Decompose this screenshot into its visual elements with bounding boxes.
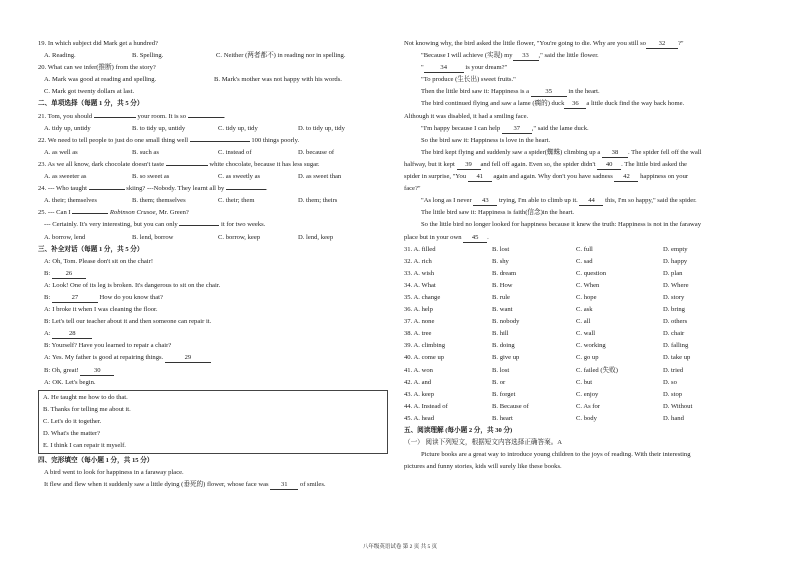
cloze-line-13: face?" — [404, 185, 421, 193]
cloze-option-row — [404, 244, 760, 256]
q24-option-b: B. them; themselves — [132, 197, 186, 205]
cloze-option: 32. A. rich — [404, 257, 432, 265]
q25-options — [38, 232, 388, 244]
cloze-option: D. so — [663, 378, 677, 386]
cloze-option-row — [404, 389, 760, 401]
cloze-option: D. Without — [663, 402, 693, 410]
cloze-option: B. nobody — [492, 318, 520, 326]
cloze-option: D. story — [663, 293, 685, 301]
q22-option-d: D. because of — [298, 148, 335, 156]
cloze-option: C. full — [576, 245, 593, 253]
q24-option-d: D. them; theirs — [298, 197, 338, 205]
cloze-option: D. others — [663, 318, 688, 326]
reading-paragraph-2: pictures and funny stories, kids will surely like these books. — [404, 463, 562, 471]
cloze-option-row — [404, 328, 760, 340]
q23-options — [38, 171, 388, 183]
q21-option-d: D. to tidy up, tidy — [298, 124, 345, 132]
cloze-line-3: " 34 is your dream?" — [421, 64, 508, 72]
cloze-line-15: The little bird saw it: Happiness is faith(信念)in the heart. — [421, 209, 575, 217]
cloze-option: C. As for — [576, 402, 600, 410]
cloze-option: D. happy — [663, 257, 688, 265]
q24-options — [38, 195, 388, 207]
dialog-option-c: C. Let's do it together. — [43, 417, 102, 425]
q22-options — [38, 147, 388, 159]
cloze-line-14: "As long as I never 43 trying, I'm able to climb up it. 44 this, I'm so happy," said the spider. — [421, 197, 697, 205]
q21-question: 21. Tom, you should your room. It is so . — [38, 112, 226, 120]
cloze-option: C. failed (失败) — [576, 366, 618, 374]
cloze-option: D. take up — [663, 354, 691, 362]
cloze-option: 36. A. help — [404, 306, 433, 314]
cloze-option: D. empty — [663, 245, 688, 253]
cloze-option: 41. A. won — [404, 366, 433, 374]
section-4-heading: 四、完形填空（每小题 1 分，共 15 分） — [38, 457, 154, 465]
cloze-option: C. ask — [576, 306, 593, 314]
cloze-option: C. question — [576, 269, 607, 277]
cloze-option-row — [404, 377, 760, 389]
cloze-line-5: Then the little bird saw it: Happiness is a 35 in the heart. — [421, 88, 600, 96]
cloze-option: B. rule — [492, 293, 510, 301]
dialog-option-e: E. I think I can repair it myself. — [43, 442, 126, 450]
section-5-heading: 五、阅读理解 (每小题 2 分，共 30 分) — [404, 427, 513, 434]
cloze-option-row — [404, 256, 760, 268]
cloze-option: 37. A. none — [404, 318, 435, 326]
q22-option-b: B. such as — [132, 148, 159, 156]
cloze-option-row — [404, 365, 760, 377]
cloze-line-4: "To produce (生长出) sweet fruits." — [421, 76, 516, 84]
cloze-option: C. hope — [576, 293, 597, 301]
cloze-line-16: So the little bird no longer looked for happiness because it knew the truth: Happiness is not in the faraway — [421, 221, 701, 229]
q25-reply: --- Certainly. It's very interesting, but you can only it for two weeks. — [44, 221, 266, 229]
cloze-option: D. plan — [663, 269, 683, 277]
q20-option-a: A. Mark was good at reading and spelling. — [44, 76, 157, 84]
q22-option-c: C. instead of — [218, 148, 252, 156]
dialog-line-8: B: Yourself? Have you learned to repair a chair? — [44, 342, 172, 350]
cloze-line-7: Although it was disabled, it had a smiling face. — [404, 112, 529, 120]
q24-option-c: C. their; them — [218, 197, 255, 205]
dialog-option-d: D. What's the matter? — [43, 430, 101, 437]
cloze-option: B. How — [492, 281, 513, 289]
q20-options — [38, 74, 388, 86]
cloze-option-row — [404, 292, 760, 304]
dialog-line-1: A: Oh, Tom. Please don't sit on the chair! — [44, 257, 154, 265]
cloze-option: C. When — [576, 281, 600, 289]
cloze-option: B. Because of — [492, 402, 529, 410]
q25-option-c: C. borrow, keep — [218, 233, 261, 241]
dialog-options-box — [38, 390, 388, 454]
cloze-option: 42. A. and — [404, 378, 432, 386]
cloze-option: B. hill — [492, 330, 509, 338]
reading-subheading: （一） 阅读下列短文，根据短文内容选择正确答案。A — [404, 439, 563, 447]
cloze-option: C. body — [576, 414, 597, 422]
q24-question: 24. --- Who taught skiing? ---Nobody. They learnt all by . — [38, 185, 268, 193]
q25-question: 25. --- Can I Robinson Crusoe, Mr. Green? — [38, 209, 189, 217]
cloze-line-10: The bird kept flying and suddenly saw a spider(蜘蛛) climbing up a 38 . The spider fell off the wall — [421, 148, 702, 156]
cloze-line-6: The bird continued flying and saw a lame (瘸的) duck 36 a little duck find the way back home. — [421, 100, 685, 108]
cloze-option: 45. A. head — [404, 414, 435, 422]
right-column — [404, 38, 760, 473]
cloze-option: B. or — [492, 378, 506, 386]
q19-option-a: A. Reading. — [44, 52, 76, 60]
page-footer: 八年级英语试卷 第 2 页 共 5 页 — [362, 544, 438, 550]
cloze-option: D. hand — [663, 414, 684, 422]
cloze-option: C. all — [576, 318, 591, 326]
dialog-option-b: B. Thanks for telling me about it. — [43, 405, 131, 413]
q19-question: 19. In which subject did Mark get a hundred? — [38, 40, 158, 47]
cloze-option: 34. A. What — [404, 281, 436, 289]
dialog-line-10: B: Oh, great! 30 — [38, 365, 388, 377]
cloze-option: D. bring — [663, 306, 685, 314]
cloze-line-8: "I'm happy because I can help 37 ," said the lame duck. — [421, 124, 589, 132]
cloze-option-row — [404, 268, 760, 280]
q23-option-c: C. as sweetly as — [218, 173, 261, 181]
cloze-option: B. doing — [492, 342, 515, 350]
cloze-option-row — [404, 352, 760, 364]
dialog-line-4: B: 27 How do you know that? — [44, 293, 163, 301]
cloze-option-row — [404, 340, 760, 352]
cloze-options-table — [404, 244, 760, 425]
cloze-option: B. shy — [492, 257, 509, 265]
cloze-line-1: Not knowing why, the bird asked the little flower, "You're going to die. Why are you still so 32 ?" — [404, 40, 684, 47]
cloze-option: B. heart — [492, 414, 513, 422]
cloze-line-17: place but in your own 45 . — [404, 233, 489, 241]
dialog-line-6: B: Let's tell our teacher about it and then someone can repair it. — [44, 318, 212, 326]
cloze-paragraph-1: A bird went to look for happiness in a faraway place. — [44, 469, 184, 477]
q19-option-b: B. Spelling. — [132, 52, 164, 60]
cloze-option: C. sad — [576, 257, 593, 265]
left-column — [38, 38, 388, 491]
dialog-line-3: A: Look! One of its leg is broken. It's dangerous to sit on the chair. — [44, 281, 221, 289]
cloze-line-2: "Because I will achieve (实现) my 33 ," said the little flower. — [421, 52, 599, 60]
dialog-line-11: A: OK. Let's begin. — [44, 378, 96, 386]
dialog-line-2: B: 26 — [38, 268, 388, 280]
cloze-option: 44. A. Instead of — [404, 402, 448, 410]
q21-option-c: C. tidy up, tidy — [218, 124, 258, 132]
cloze-option: B. lost — [492, 366, 510, 374]
reading-paragraph-1: Picture books are a great way to introduce young children to the joys of reading. With their interesting — [421, 451, 691, 459]
q23-option-a: A. as sweeter as — [44, 173, 87, 181]
cloze-option: D. falling — [663, 342, 689, 350]
cloze-option: D. chair — [663, 330, 685, 338]
q25-option-b: B. lend, borrow — [132, 233, 174, 241]
cloze-option: C. but — [576, 378, 593, 386]
cloze-option: D. tried — [663, 366, 684, 374]
cloze-option: 38. A. tree — [404, 330, 432, 338]
q21-option-a: A. tidy up, untidy — [44, 124, 91, 132]
q20-question: 20. What can we infer(推断) from the story? — [38, 64, 156, 72]
q21-options — [38, 123, 388, 135]
cloze-option-row — [404, 316, 760, 328]
q25-option-a: A. borrow, lend — [44, 233, 86, 241]
cloze-option: B. give up — [492, 354, 520, 362]
q23-option-b: B. so sweet as — [132, 173, 170, 181]
dialog-line-9: A: Yes. My father is good at repairing things. 29 — [38, 352, 388, 364]
cloze-option-row — [404, 304, 760, 316]
cloze-option: 39. A. climbing — [404, 342, 446, 350]
cloze-line-11: halfway, but it kept 39 and fell off again. Even so, the spider didn't 40 . The little bird asked the — [404, 160, 687, 168]
dialog-line-5: A: I broke it when I was cleaning the floor. — [44, 306, 158, 314]
dialog-line-7: A: 28 — [38, 328, 388, 340]
q20-option-c: C. Mark got twenty dollars at last. — [44, 88, 135, 96]
section-2-heading: 二、单项选择（每题 1 分，共 5 分） — [38, 100, 144, 108]
cloze-option: D. Where — [663, 281, 689, 289]
q23-question: 23. As we all know, dark chocolate doesn't taste white chocolate, because it has less sugar. — [38, 160, 320, 168]
cloze-option: C. working — [576, 342, 606, 350]
cloze-paragraph-2: It flew and flew when it suddenly saw a little dying (垂死的) flower, whose face was 31 of smiles. — [44, 481, 326, 489]
cloze-option-row — [404, 413, 760, 425]
cloze-option: 33. A. wish — [404, 269, 435, 277]
cloze-option: C. go up — [576, 354, 599, 362]
q22-option-a: A. as well as — [44, 148, 78, 156]
cloze-option: B. lost — [492, 245, 510, 253]
cloze-option: B. forget — [492, 390, 516, 398]
q23-option-d: D. as sweet than — [298, 173, 342, 181]
q25-option-d: D. lend, keep — [298, 233, 334, 241]
cloze-line-9: So the bird saw it: Happiness is love in the heart. — [421, 136, 551, 144]
q24-option-a: A. their; themselves — [44, 197, 97, 205]
q20-option-b: B. Mark's mother was not happy with his words. — [214, 76, 342, 84]
cloze-option: B. dream — [492, 269, 517, 277]
cloze-line-12: spider in surprise, "You 41 again and again. Why don't you have sadness 42 happiness on your — [404, 173, 689, 181]
q19-options — [38, 50, 388, 62]
section-3-heading: 三、补全对话（每题 1 分，共 5 分） — [38, 245, 144, 253]
cloze-option: 31. A. filled — [404, 245, 436, 253]
dialog-option-a: A. He taught me how to do that. — [43, 393, 128, 401]
cloze-option-row — [404, 280, 760, 292]
q19-option-c: C. Neither (两者都不) in reading nor in spelling. — [216, 52, 346, 60]
cloze-option: 35. A. change — [404, 293, 441, 301]
cloze-option: B. want — [492, 306, 513, 314]
cloze-option-row — [404, 401, 760, 413]
q21-option-b: B. to tidy up, untidy — [132, 124, 186, 132]
cloze-option: C. wall — [576, 330, 596, 338]
cloze-option: D. stop — [663, 390, 683, 398]
cloze-option: C. enjoy — [576, 390, 599, 398]
cloze-option: 43. A. keep — [404, 390, 435, 398]
cloze-option: 40. A. come up — [404, 354, 445, 362]
q22-question: 22. We need to tell people to just do one small thing well 100 things poorly. — [38, 136, 300, 144]
